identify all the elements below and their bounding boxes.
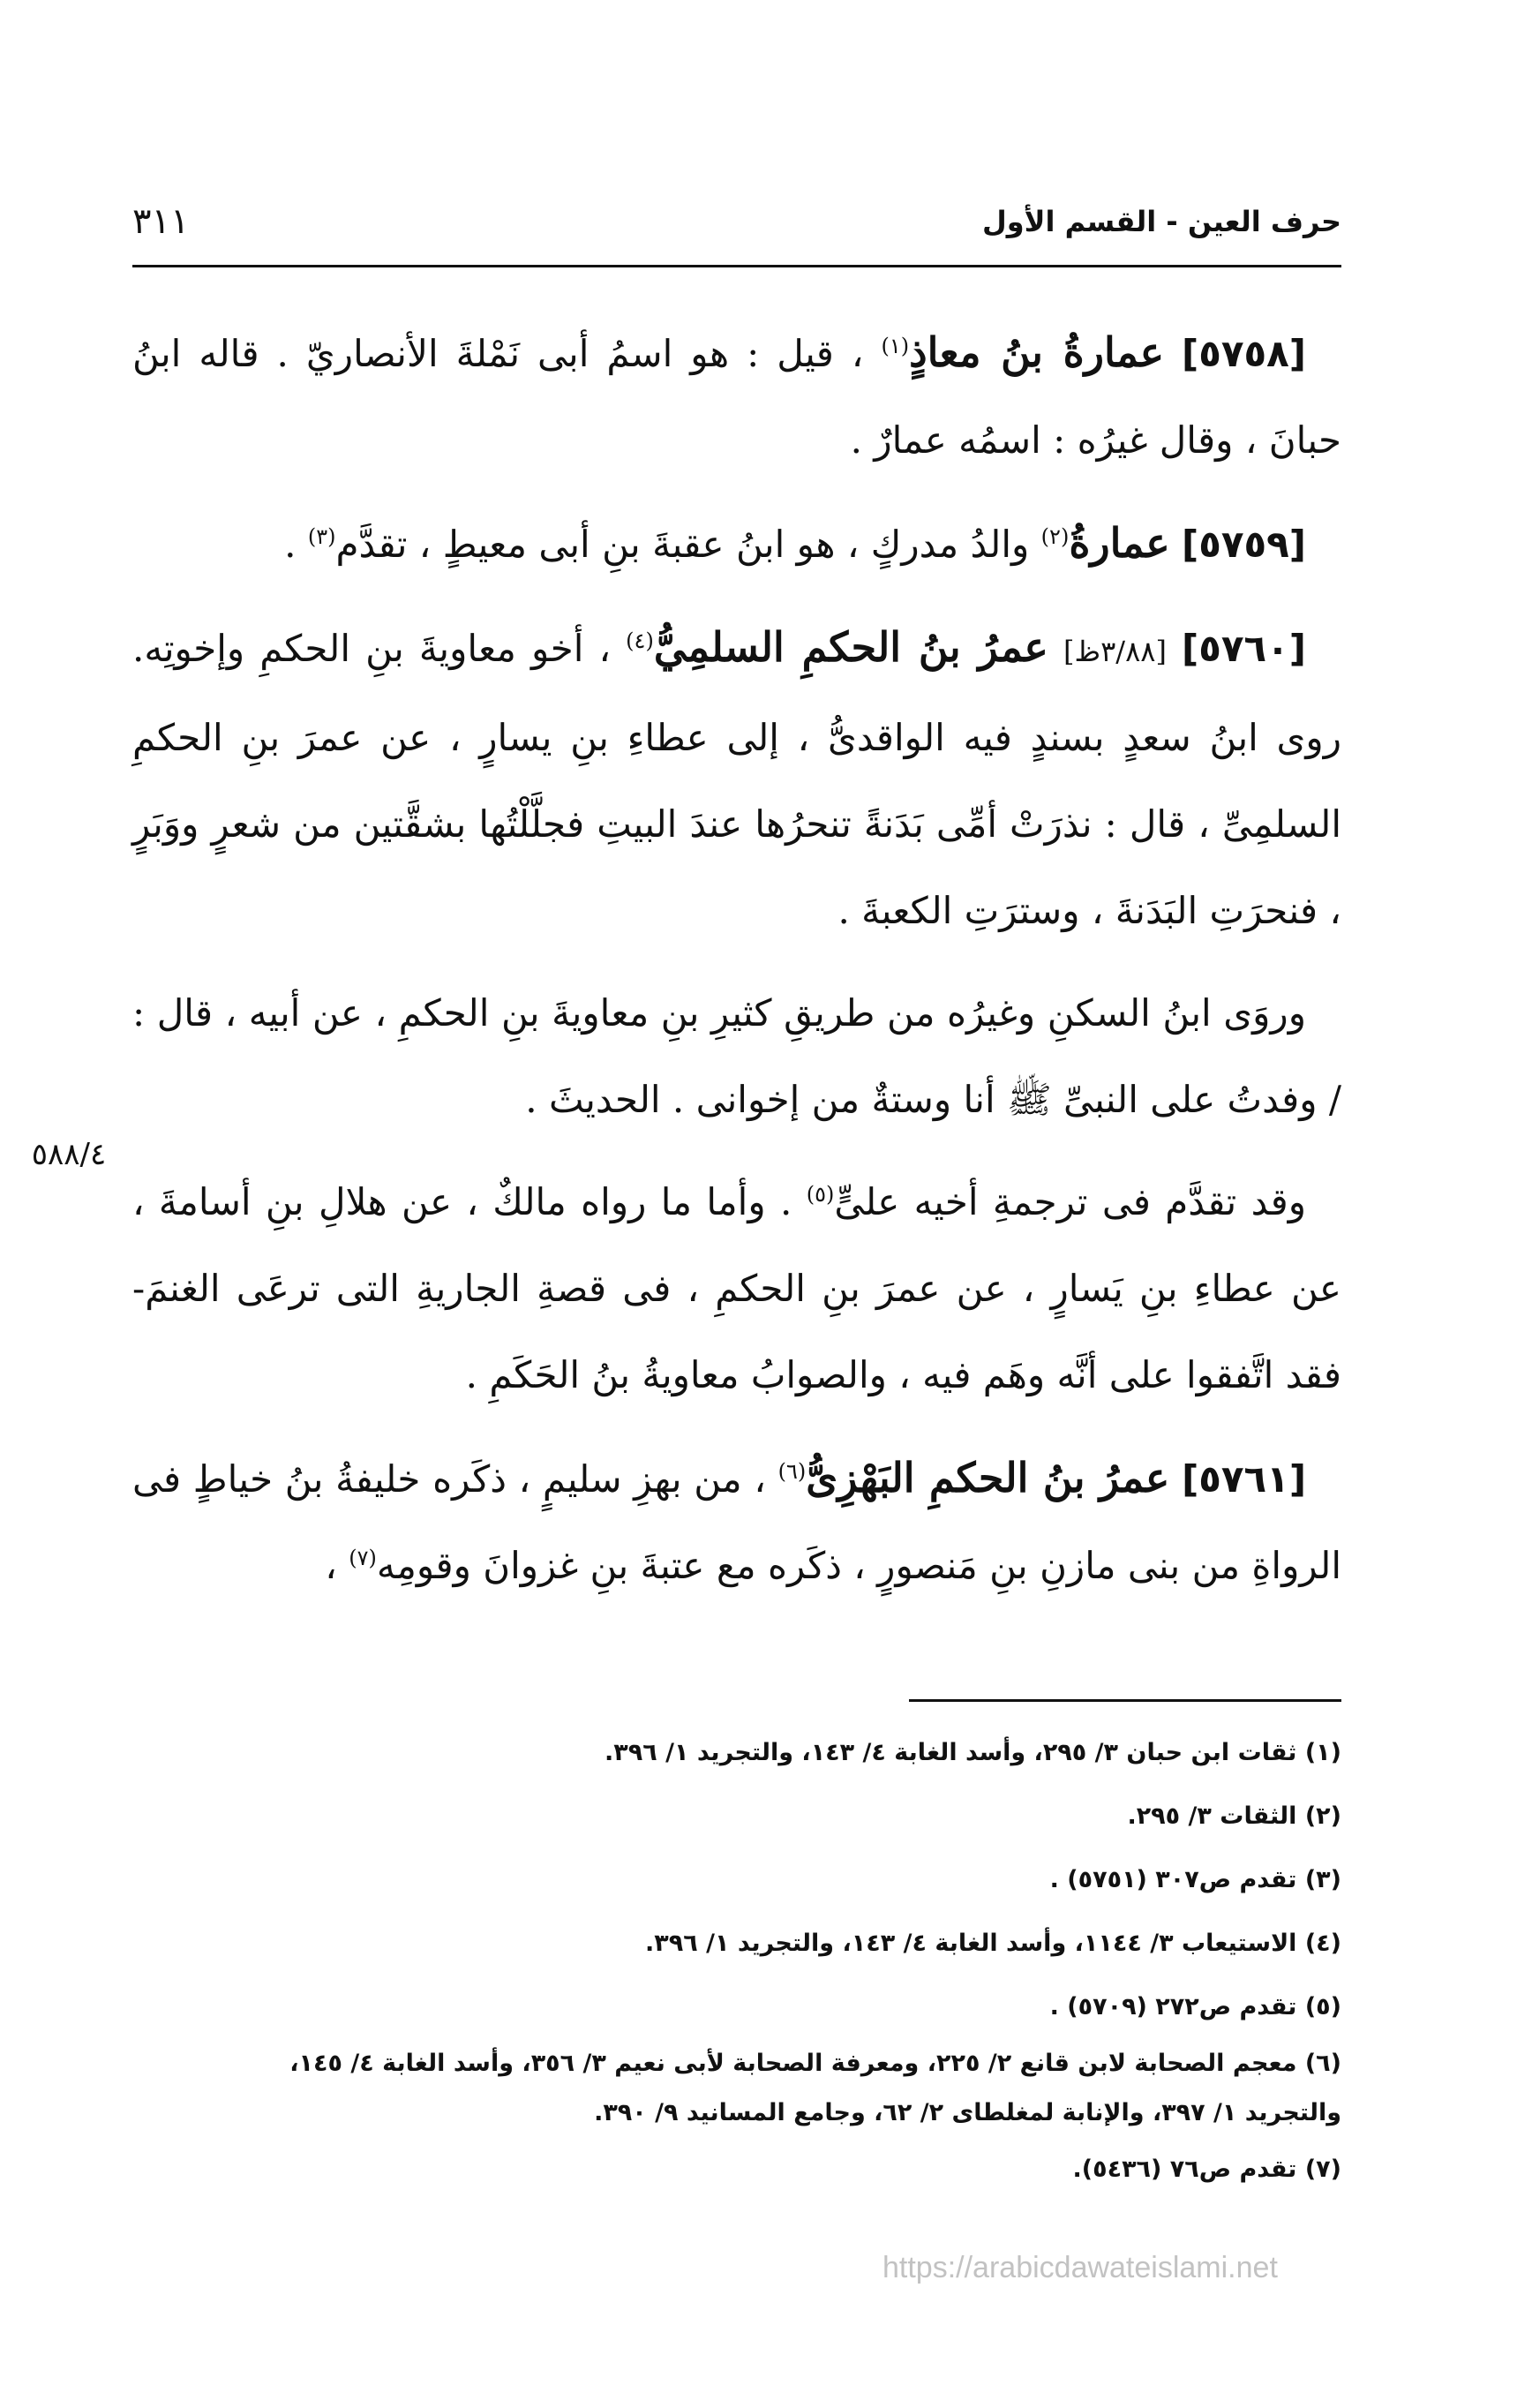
footnote: (٣) تقدم ص٣٠٧ (٥٧٥١) . (1049, 1866, 1341, 1893)
entry-5759 (132, 500, 1341, 588)
paragraph-text: . وأما ما رواه مالكٌ ، عن هلالِ بنِ أسامةَ ، عن عطاءِ بنِ يَسارٍ ، عن عمرَ بنِ الحكمِ ، فى قصةِ الجاريةِ التى ترعَى الغنمَ- فقد اتَّفقوا على أنَّه وهَم فيه ، والصوابُ معاويةُ بنُ الحَكَمِ . (132, 1180, 1341, 1396)
entry-5761 (132, 1434, 1341, 1609)
margin-reference: ٥٨٨/٤ (31, 1137, 107, 1172)
footnote-marker: (٢) (1040, 524, 1070, 549)
footnote: (٢) الثقات ٣/ ٢٩٥. (1127, 1802, 1341, 1830)
footnote-marker: (٦) (777, 1459, 807, 1484)
footnote-marker: (٧) (349, 1546, 377, 1570)
footnote-marker: (٤) (626, 628, 654, 653)
entry-name: عمرُ بنُ الحكمِ البَهْزِىُّ (806, 1454, 1170, 1501)
footnote: (٤) الاستيعاب ٣/ ١١٤٤، وأسد الغابة ٤/ ١٤٣، والتجريد ١/ ٣٩٦. (645, 1930, 1341, 1957)
footnote-marker: (١) (881, 334, 910, 358)
entry-number: [٥٧٥٨] (1182, 332, 1306, 375)
paragraph-text: وقد تقدَّم فى ترجمةِ أخيه علىٍّ (834, 1180, 1306, 1223)
paragraph (132, 1159, 1341, 1418)
main-text (132, 309, 1341, 1625)
entry-name: عمرُ بنُ الحكمِ السلمِيُّ (653, 623, 1048, 671)
footnote-continuation: والتجريد ١/ ٣٩٧، والإنابة لمغلطاى ٢/ ٦٢، وجامع المسانيد ٩/ ٣٩٠. (594, 2099, 1341, 2126)
footnote-marker: (٥) (806, 1182, 835, 1207)
paragraph: وروَى ابنُ السكنِ وغيرُه من طريقِ كثيرِ بنِ معاويةَ بنِ الحكمِ ، عن أبيه ، قال : / وفدتُ على النبىِّ ﷺ أنا وستةٌ من إخوانى . الحديثَ . (132, 991, 1341, 1121)
footnote-rule (909, 1699, 1341, 1702)
running-header (132, 196, 1341, 247)
entry-end: ، (325, 1544, 337, 1587)
watermark-url: https://arabicdawateislami.net (882, 2251, 1278, 2284)
manuscript-ref: [٣/٨٨ظ] (1063, 635, 1167, 668)
chapter-title: حرف العين - القسم الأول (981, 205, 1341, 238)
footnote: (٧) تقدم ص٧٦ (٥٤٣٦). (1072, 2156, 1341, 2183)
entry-text: ، أخو معاويةَ بنِ الحكمِ وإخوتِه. روى ابنُ سعدٍ بسندٍ فيه الواقدىُّ ، إلى عطاءِ بنِ يسارٍ ، عن عمرَ بنِ الحكمِ السلمِىِّ ، قال : نذرَتْ أمِّى بَدَنةً تنحرُها عندَ البيتِ فجلَّلْتُها بشقَّتين من شعرٍ ووَبَرٍ ، فنحرَتِ البَدَنةَ ، وسترَتِ الكعبةَ . (132, 627, 1341, 932)
footnote: (٦) معجم الصحابة لابن قانع ٢/ ٢٢٥، ومعرفة الصحابة لأبى نعيم ٣/ ٣٥٦، وأسد الغابة ٤/ ١٤٥، (289, 2050, 1341, 2077)
entry-end: . (284, 523, 297, 566)
entry-number: [٥٧٦١] (1182, 1457, 1307, 1501)
entry-text: والدُ مدركٍ ، هو ابنُ عقبةَ بنِ أبى معيطٍ ، تقدَّم (335, 523, 1030, 566)
page-number: ٣١١ (132, 201, 190, 242)
entry-name: عمارةُ (1069, 519, 1170, 567)
footnote: (١) ثقات ابن حبان ٣/ ٢٩٥، وأسد الغابة ٤/ ١٤٣، والتجريد ١/ ٣٩٦. (604, 1739, 1341, 1766)
entry-number: [٥٧٥٩] (1182, 523, 1306, 566)
footnote-marker: (٣) (307, 524, 336, 549)
header-rule (132, 265, 1341, 267)
entry-5758 (132, 309, 1341, 484)
entry-number: [٥٧٦٠] (1182, 627, 1306, 670)
entry-5760 (132, 604, 1341, 954)
entry-text: ، من بهزِ سليمٍ ، ذكَره خليفةُ بنُ خياطٍ فى الرواةِ من بنى مازنِ بنِ مَنصورٍ ، ذكَره مع عتبةَ بنِ غزوانَ وقومِه (132, 1457, 1341, 1587)
entry-text: ، قيل : هو اسمُ أبى نَمْلةَ الأنصاريّ . قاله ابنُ حبانَ ، وقال غيرُه : اسمُه عمارٌ . (132, 332, 1341, 462)
footnotes (132, 1721, 1341, 2201)
entry-name: عمارةُ بنُ معاذٍ (909, 328, 1165, 376)
footnote: (٥) تقدم ص٢٧٢ (٥٧٠٩) . (1049, 1993, 1341, 2020)
